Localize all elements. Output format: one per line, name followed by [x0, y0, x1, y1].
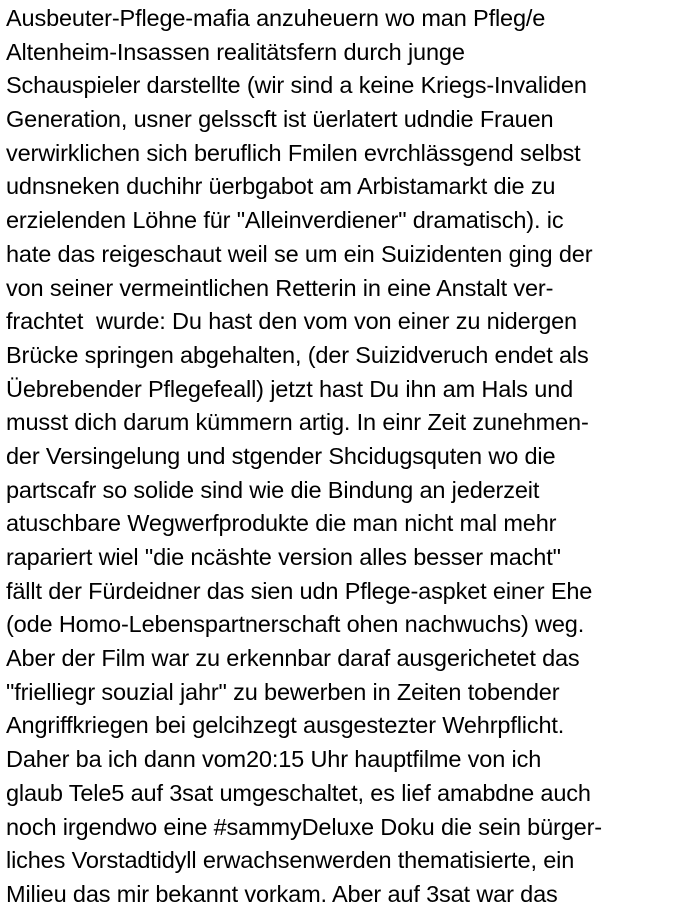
- text-line: Üebrebender Pflegefeall) jetzt hast Du ihn am Hals und: [6, 375, 574, 402]
- text-line: Generation, usner gelsscft ist üerlatert udndie Frauen: [6, 106, 554, 133]
- text-line: erzielenden Löhne für "Alleinverdiener" dramatisch). ic: [6, 207, 564, 234]
- text-line: fällt der Fürdeidner das sien udn Pflege-aspket einer Ehe: [6, 577, 593, 604]
- text-line: Daher ba ich dann vom20:15 Uhr hauptfilme von ich: [6, 746, 542, 773]
- text-line: hate das reigeschaut weil se um ein Suizidenten ging der: [6, 240, 593, 267]
- text-line: Milieu das mir bekannt vorkam. Aber auf 3sat war das: [6, 880, 558, 907]
- text-line: Ausbeuter-Pflege-mafia anzuheuern wo man Pfleg/e: [6, 5, 546, 31]
- text-line: der Versingelung und stgender Shcidugsquten wo die: [6, 442, 556, 469]
- text-line: "frielliegr souzial jahr" zu bewerben in Zeiten tobender: [6, 678, 560, 705]
- text-line: atuschbare Wegwerfprodukte die man nicht mal mehr: [6, 510, 557, 537]
- text-line: rapariert wiel "die ncäshte version alles besser macht": [6, 544, 561, 570]
- text-line: von seiner vermeintlichen Retterin in eine Anstalt ver-: [6, 274, 554, 301]
- text-line: Brücke springen abgehalten, (der Suizidveruch endet als: [6, 341, 589, 368]
- text-line: Angriffkriegen bei gelcihzegt ausgestezter Wehrpflicht.: [6, 712, 565, 739]
- text-line: liches Vorstadtidyll erwachsenwerden thematisierte, ein: [6, 847, 575, 874]
- text-line: glaub Tele5 auf 3sat umgeschaltet, es lief amabdne auch: [6, 779, 591, 806]
- text-line: Schauspieler darstellte (wir sind a keine Kriegs-Invaliden: [6, 72, 587, 99]
- text-line: noch irgendwo eine #sammyDeluxe Doku die sein bürger-: [6, 813, 602, 840]
- text-line: Aber der Film war zu erkennbar daraf ausgerichetet das: [6, 645, 580, 672]
- text-line: partscafr so solide sind wie die Bindung an jederzeit: [6, 476, 540, 503]
- body-text: [6, 2, 682, 912]
- text-line: musst dich darum kümmern artig. In einr Zeit zunehmen-: [6, 409, 589, 436]
- text-line: verwirklichen sich beruflich Fmilen evrchlässgend selbst: [6, 139, 581, 166]
- text-line: (ode Homo-Lebenspartnerschaft ohen nachwuchs) weg.: [6, 611, 585, 638]
- text-line: frachtet wurde: Du hast den vom von einer zu nidergen: [6, 308, 577, 335]
- text-line: Altenheim-Insassen realitätsfern durch junge: [6, 38, 465, 65]
- text-line: udnsneken duchihr üerbgabot am Arbistamarkt die zu: [6, 173, 556, 200]
